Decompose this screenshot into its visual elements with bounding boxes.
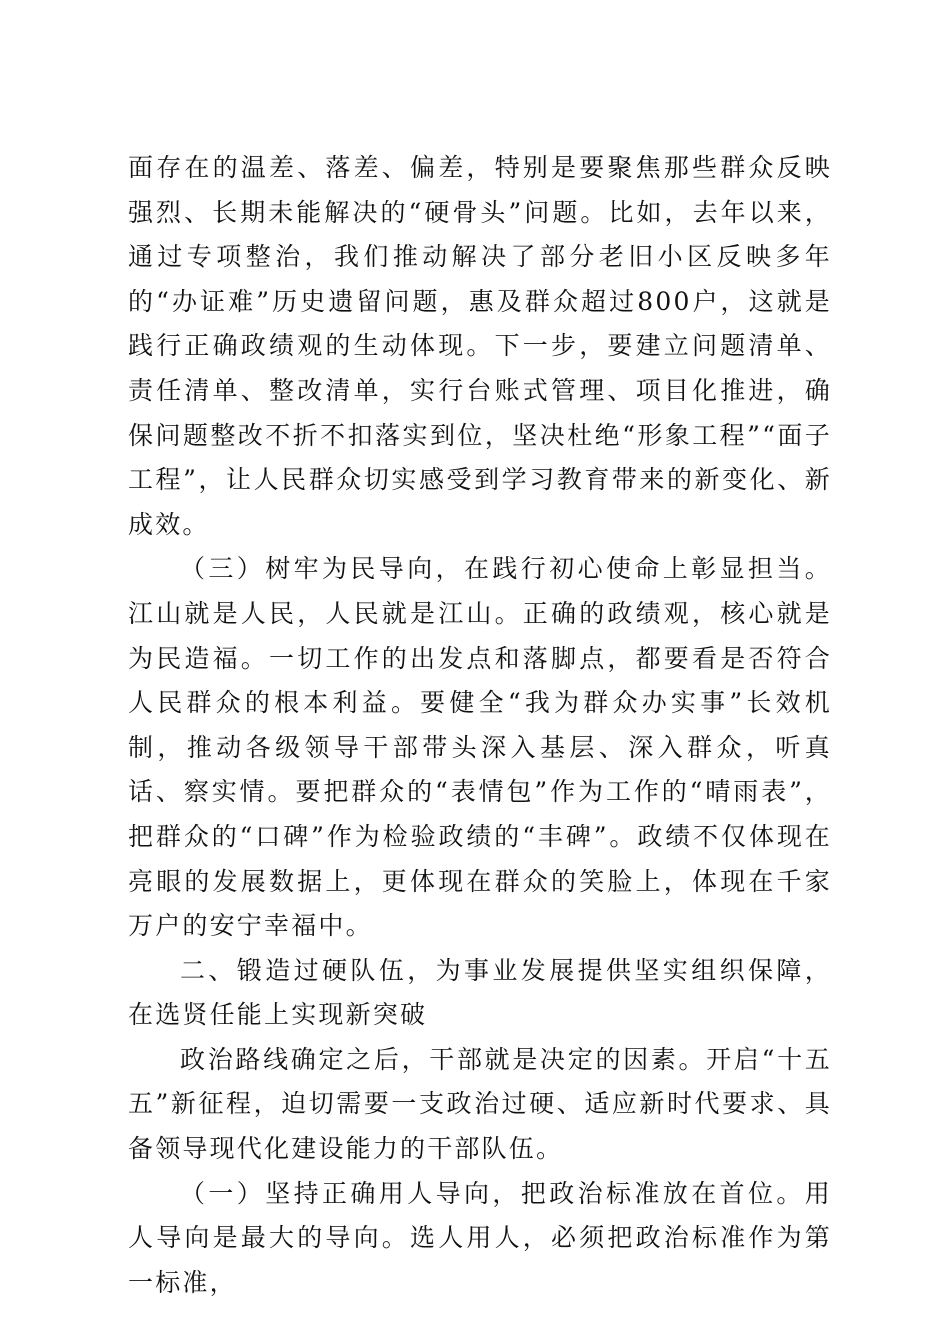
paragraph-intro-part-2: 政治路线确定之后，干部就是决定的因素。开启“十五五”新征程，迫切需要一支政治过硬、适应新时代要求、具备领导现代化建设能力的干部队伍。 — [128, 1044, 832, 1164]
paragraph-section-1: （一）坚持正确用人导向，把政治标准放在首位。用人导向是最大的导向。选人用人，必须把政治标准作为第一标准， — [128, 1178, 832, 1297]
document-body — [128, 146, 832, 1305]
heading-part-2: 二、锻造过硬队伍，为事业发展提供坚实组织保障，在选贤任能上实现新突破 — [128, 955, 832, 1030]
paragraph-continuation: 面存在的温差、落差、偏差，特别是要聚焦那些群众反映强烈、长期未能解决的“硬骨头”问题。比如，去年以来，通过专项整治，我们推动解决了部分老旧小区反映多年的“办证难”历史遗留问题，惠及群众超过800户，这就是践行正确政绩观的生动体现。下一步，要建立问题清单、责任清单、整改清单，实行台账式管理、项目化推进，确保问题整改不折不扣落实到位，坚决杜绝“形象工程”“面子工程”，让人民群众切实感受到学习教育带来的新变化、新成效。 — [128, 153, 832, 539]
paragraph-section-3: （三）树牢为民导向，在践行初心使命上彰显担当。江山就是人民，人民就是江山。正确的政绩观，核心就是为民造福。一切工作的出发点和落脚点，都要看是否符合人民群众的根本利益。要健全“我为群众办实事”长效机制，推动各级领导干部带头深入基层、深入群众，听真话、察实情。要把群众的“表情包”作为工作的“晴雨表”，把群众的“口碑”作为检验政绩的“丰碑”。政绩不仅体现在亮眼的发展数据上，更体现在群众的笑脸上，体现在千家万户的安宁幸福中。 — [128, 554, 832, 941]
